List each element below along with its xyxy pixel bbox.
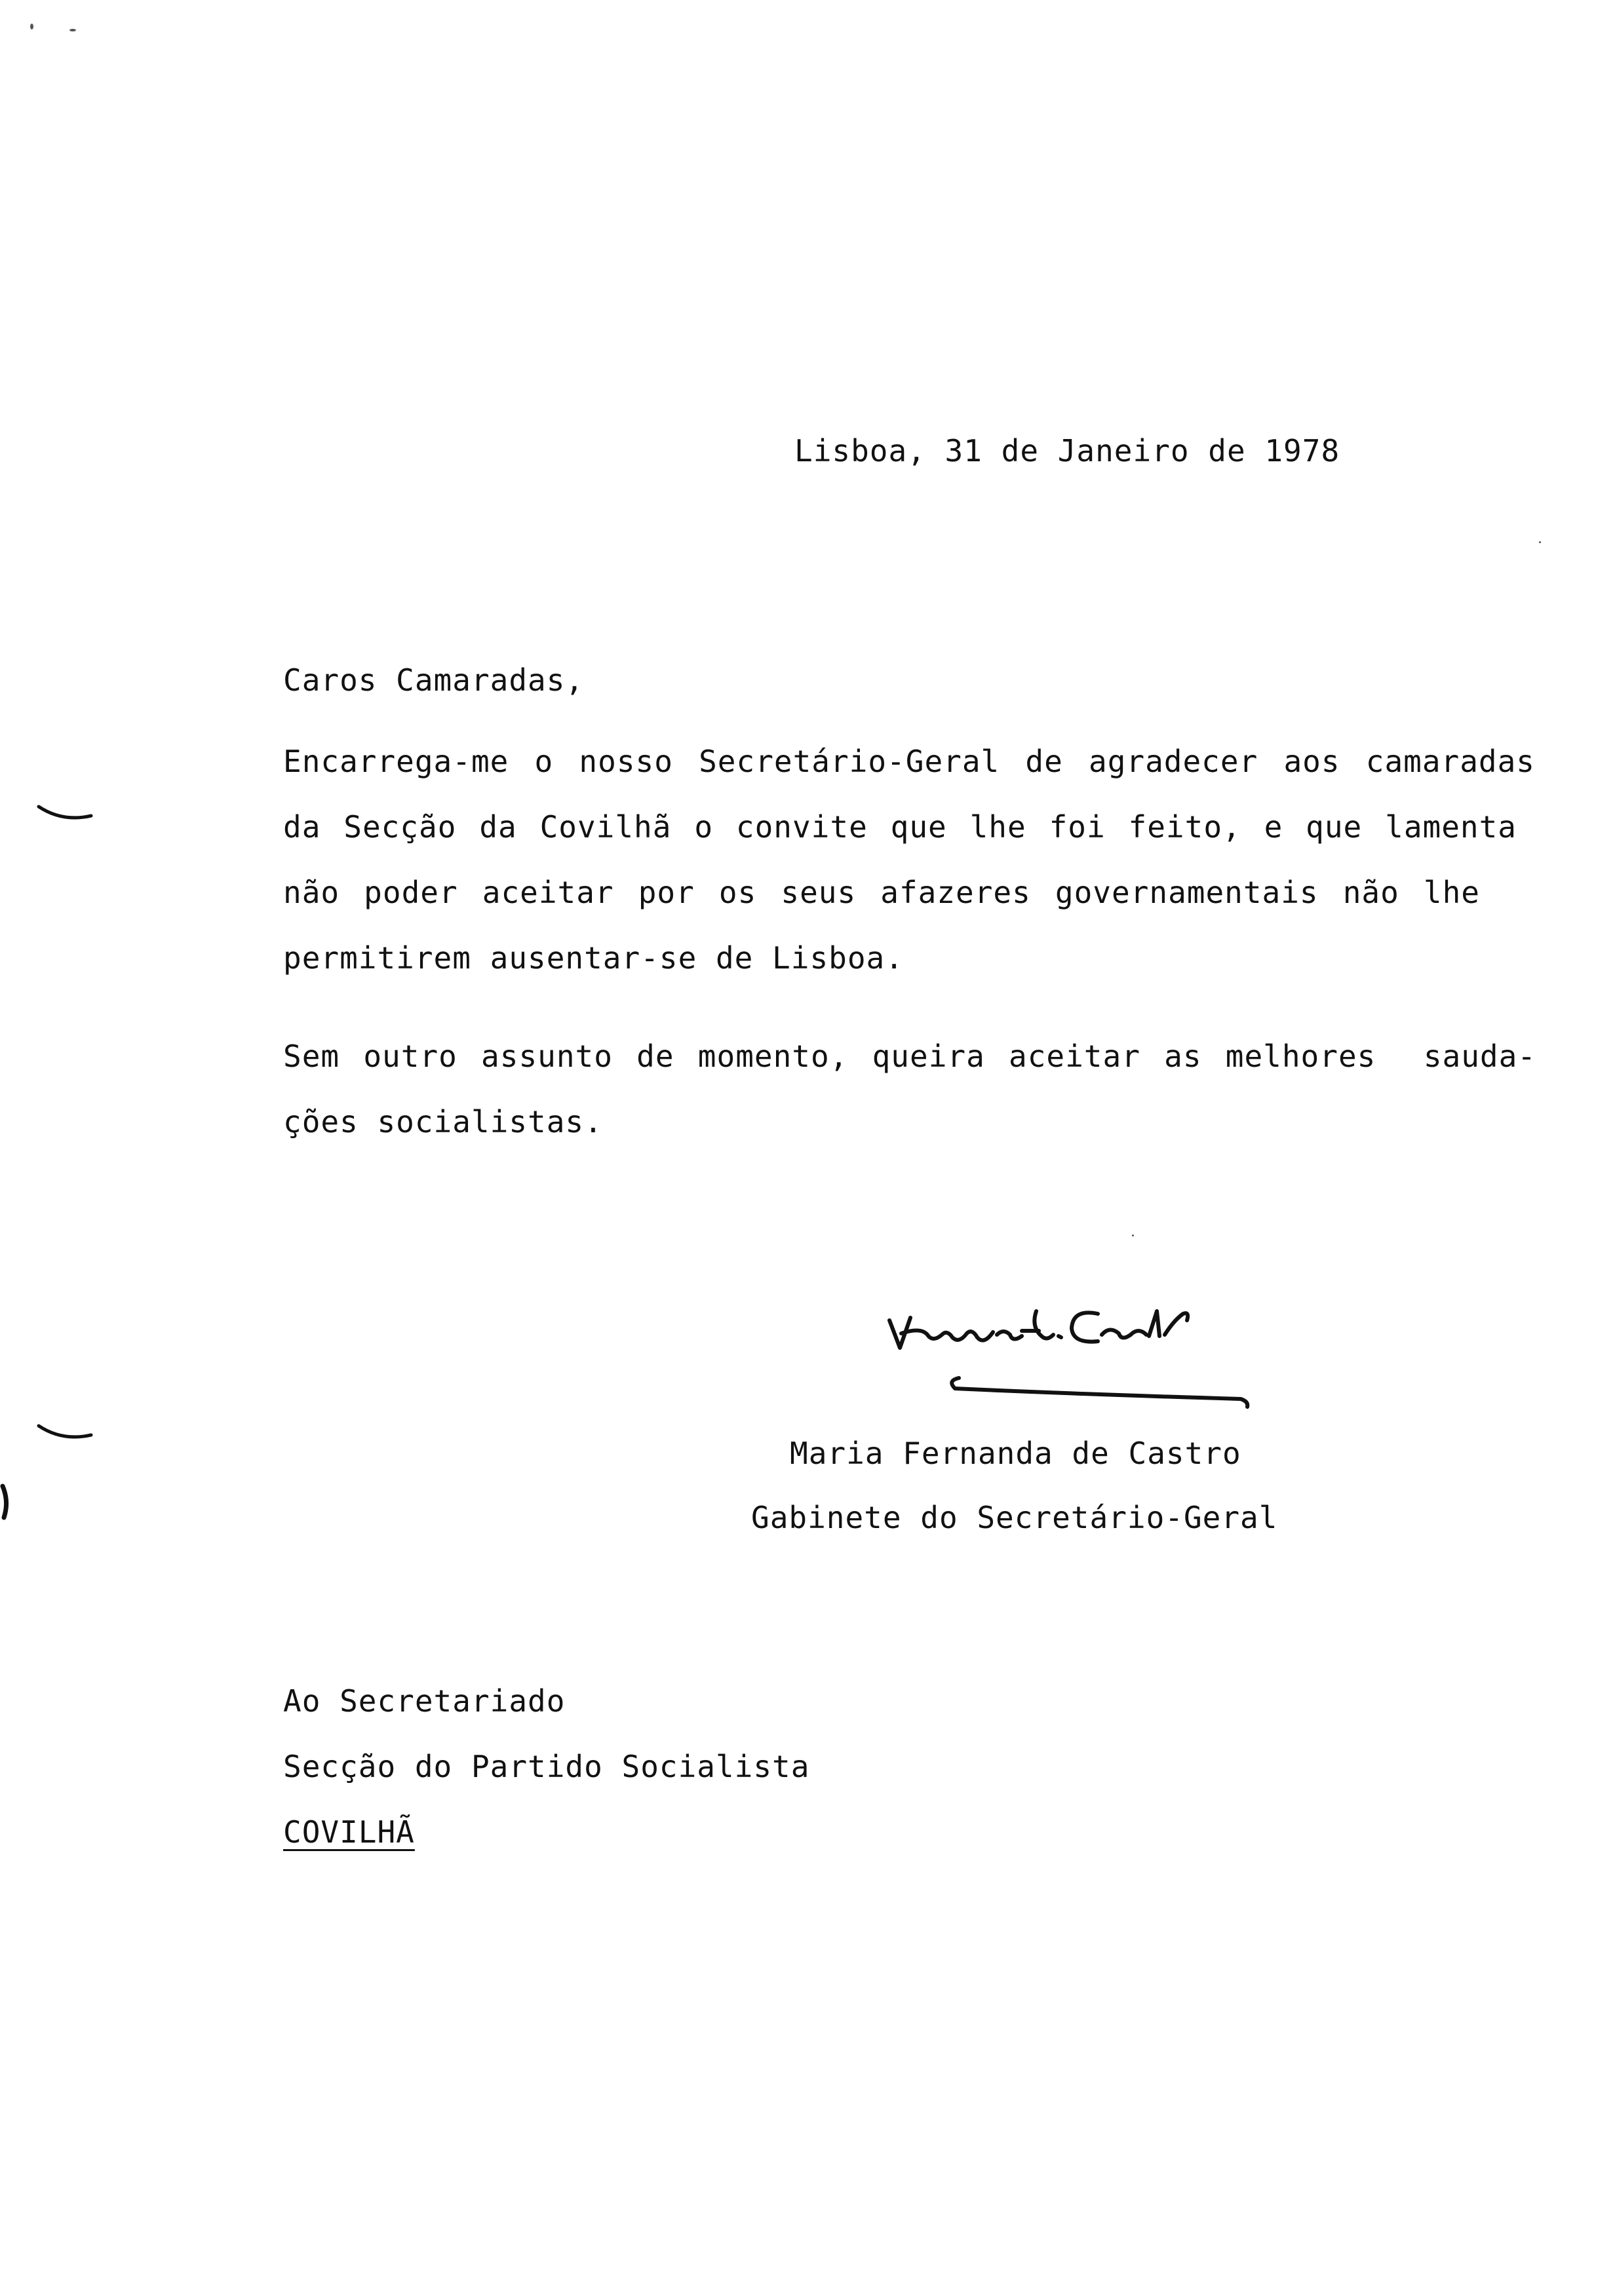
signatory-name: Maria Fernanda de Castro — [790, 1436, 1241, 1471]
punch-hole-mark-bottom — [36, 1422, 95, 1448]
paragraph2-line: ções socialistas. — [283, 1104, 603, 1139]
paragraph1-line: não poder aceitar por os seus afazeres governamentais não lhe — [283, 875, 1480, 910]
punch-hole-mark-top — [36, 803, 95, 829]
edge-mark — [0, 1482, 13, 1521]
scan-speck — [30, 24, 33, 29]
recipient-city: COVILHÃ — [283, 1814, 415, 1850]
handwritten-signature — [882, 1294, 1268, 1425]
paragraph2-line: Sem outro assunto de momento, queira aceitar as melhores sauda- — [283, 1039, 1536, 1074]
place-date: Lisboa, 31 de Janeiro de 1978 — [794, 433, 1340, 469]
salutation: Caros Camaradas, — [283, 662, 585, 698]
signatory-office: Gabinete do Secretário-Geral — [751, 1500, 1278, 1535]
recipient-line: Secção do Partido Socialista — [283, 1749, 810, 1784]
scan-speck — [69, 29, 76, 31]
recipient-line: Ao Secretariado — [283, 1683, 566, 1719]
paragraph1-line: Encarrega-me o nosso Secretário-Geral de agradecer aos camaradas — [283, 744, 1535, 779]
paragraph1-line: permitirem ausentar-se de Lisboa. — [283, 940, 904, 976]
scan-speck — [1132, 1234, 1134, 1236]
paragraph1-line: da Secção da Covilhã o convite que lhe foi feito, e que lamenta — [283, 809, 1517, 845]
scan-speck — [1539, 541, 1541, 543]
